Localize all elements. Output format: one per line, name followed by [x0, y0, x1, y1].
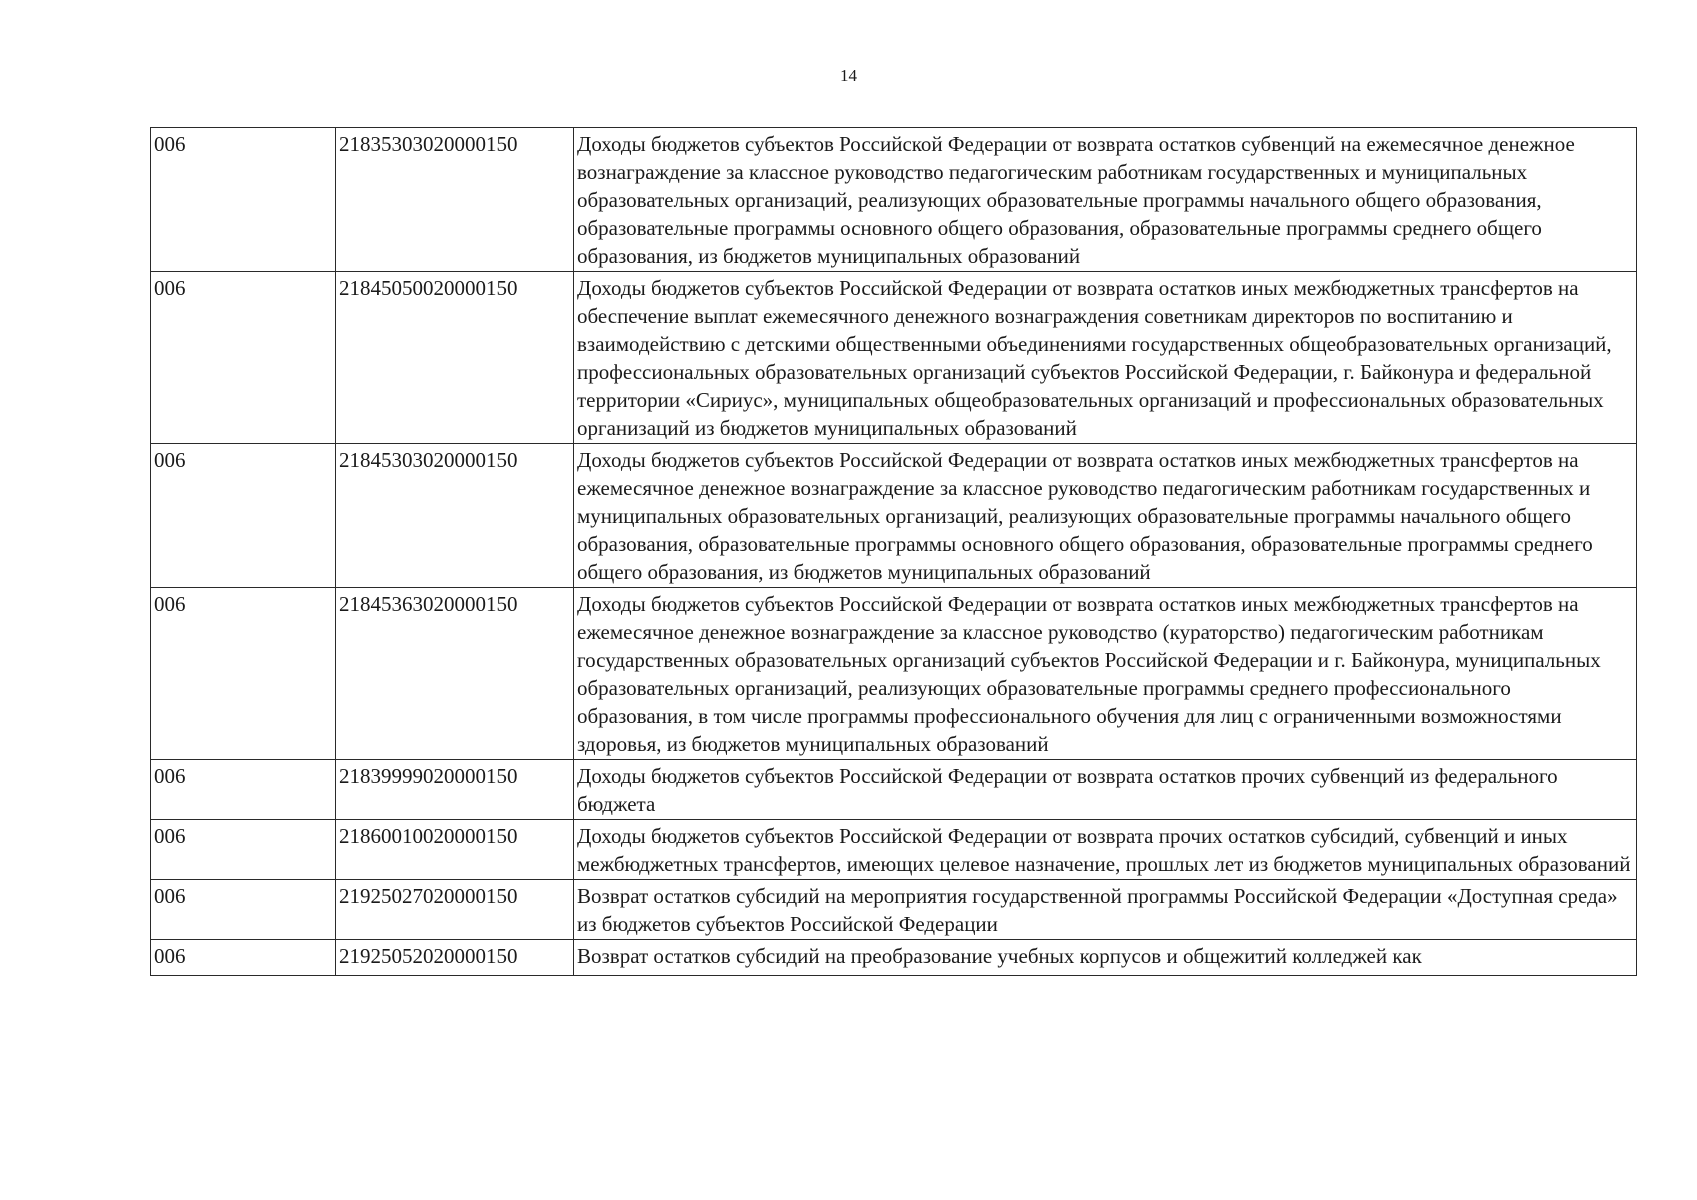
budget-code-cell: 21845050020000150	[336, 272, 574, 444]
admin-code-cell: 006	[151, 760, 336, 820]
table-row	[151, 820, 1637, 880]
description-cell: Доходы бюджетов субъектов Российской Федерации от возврата остатков иных межбюджетных трансфертов на ежемесячное денежное вознаграждение за классное руководство педагогическим работникам государственных и муниципальных образовательных организаций, реализующих образовательные программы начального общего образования, образовательные программы основного общего образования, образовательные программы среднего общего образования, из бюджетов муниципальных образований	[574, 444, 1637, 588]
budget-code-cell: 21925052020000150	[336, 940, 574, 976]
budget-code-cell: 21860010020000150	[336, 820, 574, 880]
table-row	[151, 272, 1637, 444]
admin-code-cell: 006	[151, 588, 336, 760]
description-cell: Доходы бюджетов субъектов Российской Федерации от возврата остатков иных межбюджетных трансфертов на ежемесячное денежное вознаграждение за классное руководство (кураторство) педагогическим работникам государственных образовательных организаций субъектов Российской Федерации и г. Байконура, муниципальных образовательных организаций, реализующих образовательные программы среднего профессионального образования, в том числе программы профессионального обучения для лиц с ограниченными возможностями здоровья, из бюджетов муниципальных образований	[574, 588, 1637, 760]
admin-code-cell: 006	[151, 940, 336, 976]
budget-code-cell: 21839999020000150	[336, 760, 574, 820]
table-row	[151, 588, 1637, 760]
table-row	[151, 444, 1637, 588]
table-row	[151, 880, 1637, 940]
description-cell: Доходы бюджетов субъектов Российской Федерации от возврата прочих остатков субсидий, субвенций и иных межбюджетных трансфертов, имеющих целевое назначение, прошлых лет из бюджетов муниципальных образований	[574, 820, 1637, 880]
table-row	[151, 760, 1637, 820]
description-cell: Доходы бюджетов субъектов Российской Федерации от возврата остатков иных межбюджетных трансфертов на обеспечение выплат ежемесячного денежного вознаграждения советникам директоров по воспитанию и взаимодействию с детскими общественными объединениями государственных общеобразовательных организаций, профессиональных образовательных организаций субъектов Российской Федерации, г. Байконура и федеральной территории «Сириус», муниципальных общеобразовательных организаций и профессиональных образовательных организаций из бюджетов муниципальных образований	[574, 272, 1637, 444]
page-number: 14	[840, 66, 857, 85]
description-cell: Доходы бюджетов субъектов Российской Федерации от возврата остатков субвенций на ежемесячное денежное вознаграждение за классное руководство педагогическим работникам государственных и муниципальных образовательных организаций, реализующих образовательные программы начального общего образования, образовательные программы основного общего образования, образовательные программы среднего общего образования, из бюджетов муниципальных образований	[574, 128, 1637, 272]
budget-code-cell: 21835303020000150	[336, 128, 574, 272]
budget-code-cell: 21845363020000150	[336, 588, 574, 760]
admin-code-cell: 006	[151, 880, 336, 940]
admin-code-cell: 006	[151, 272, 336, 444]
budget-code-cell: 21845303020000150	[336, 444, 574, 588]
admin-code-cell: 006	[151, 444, 336, 588]
description-cell: Возврат остатков субсидий на мероприятия государственной программы Российской Федерации «Доступная среда» из бюджетов субъектов Российской Федерации	[574, 880, 1637, 940]
admin-code-cell: 006	[151, 128, 336, 272]
table-row	[151, 940, 1637, 976]
admin-code-cell: 006	[151, 820, 336, 880]
description-cell: Возврат остатков субсидий на преобразование учебных корпусов и общежитий колледжей как	[574, 940, 1637, 976]
budget-code-cell: 21925027020000150	[336, 880, 574, 940]
revenue-codes-table	[150, 127, 1637, 976]
table-row	[151, 128, 1637, 272]
description-cell: Доходы бюджетов субъектов Российской Федерации от возврата остатков прочих субвенций из федерального бюджета	[574, 760, 1637, 820]
